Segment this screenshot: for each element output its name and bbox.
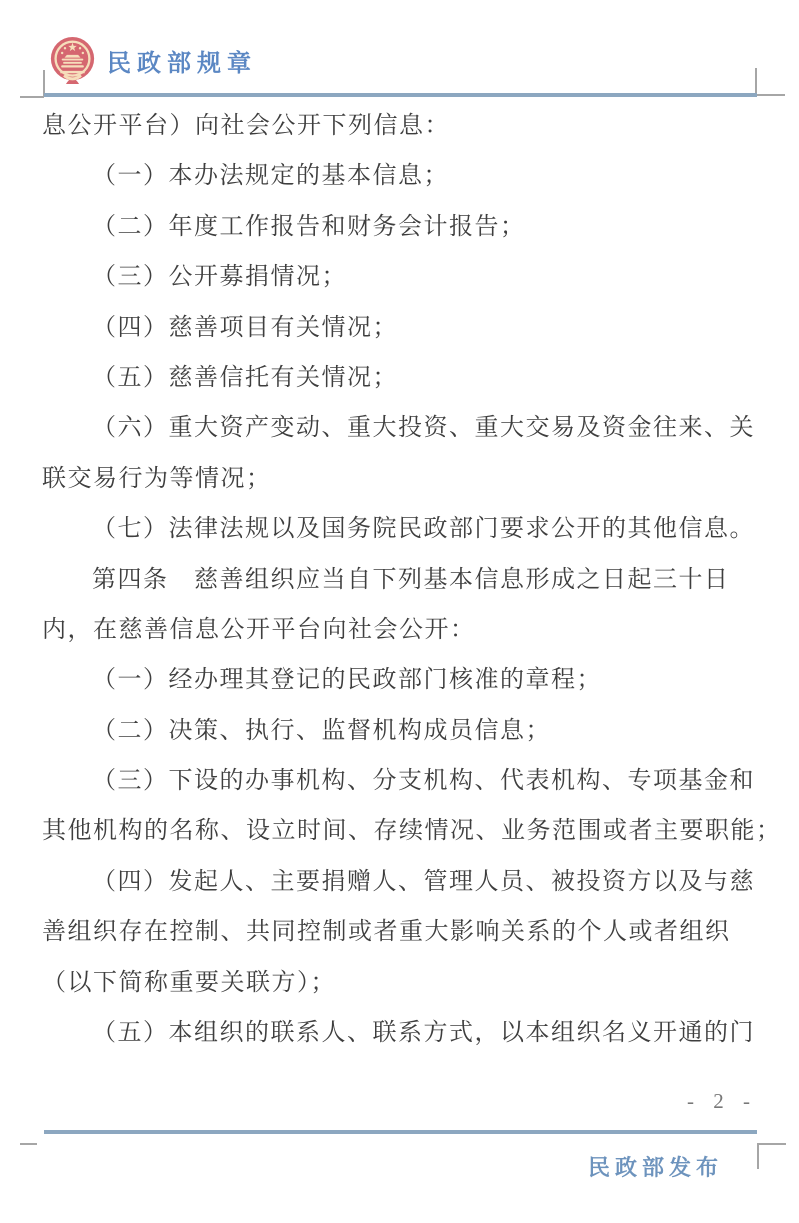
crop-mark-bottom-left-horizontal: [20, 1143, 37, 1145]
text-line: （五）本组织的联系人、联系方式，以本组织名义开通的门: [92, 1020, 755, 1047]
national-emblem-icon: [49, 36, 96, 85]
crop-mark-top-right-vertical: [755, 68, 757, 95]
text-line: （四）慈善项目有关情况；: [92, 314, 398, 341]
text-line: （一）本办法规定的基本信息；: [92, 163, 449, 190]
text-line: （五）慈善信托有关情况；: [92, 364, 398, 391]
text-line: （以下简称重要关联方）；: [42, 969, 336, 996]
text-line: 联交易行为等情况；: [42, 465, 272, 492]
text-line: （三）下设的办事机构、分支机构、代表机构、专项基金和: [92, 768, 755, 795]
text-line: （一）经办理其登记的民政部门核准的章程；: [92, 667, 602, 694]
text-line: （六）重大资产变动、重大投资、重大交易及资金往来、关: [92, 415, 755, 442]
publisher-label: 民政部发布: [588, 1155, 724, 1180]
text-line: 善组织存在控制、共同控制或者重大影响关系的个人或者组织: [42, 919, 731, 946]
text-line: 息公开平台）向社会公开下列信息：: [42, 113, 450, 139]
document-body: [42, 101, 782, 1058]
crop-mark-bottom-right-vertical: [757, 1143, 759, 1169]
header-rule: [44, 93, 757, 97]
page-number: - 2 -: [687, 1089, 757, 1113]
text-line: 内，在慈善信息公开平台向社会公开：: [42, 616, 476, 643]
text-line: 其他机构的名称、设立时间、存续情况、业务范围或者主要职能；: [42, 818, 782, 845]
text-line: （三）公开募捐情况；: [92, 264, 347, 291]
crop-mark-top-left-horizontal: [20, 96, 44, 98]
footer-rule: [44, 1130, 757, 1134]
text-line: （二）年度工作报告和财务会计报告；: [92, 213, 526, 240]
text-line: （七）法律法规以及国务院民政部门要求公开的其他信息。: [92, 516, 755, 543]
text-line: （二）决策、执行、监督机构成员信息；: [92, 717, 551, 744]
header-brand: [49, 36, 257, 85]
crop-mark-bottom-right-horizontal: [757, 1143, 786, 1145]
page-title: 民政部规章: [107, 51, 257, 77]
crop-mark-top-right-horizontal: [756, 94, 785, 96]
text-line: （四）发起人、主要捐赠人、管理人员、被投资方以及与慈: [92, 868, 755, 895]
text-line: 第四条 慈善组织应当自下列基本信息形成之日起三十日: [92, 566, 730, 593]
